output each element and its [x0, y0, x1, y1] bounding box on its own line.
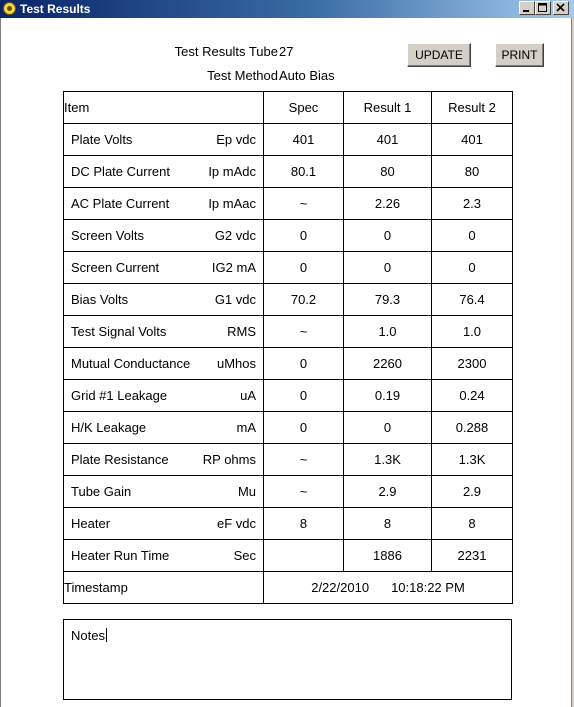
- window-border-left: [0, 18, 1, 707]
- spec-cell: 0: [264, 220, 344, 252]
- result-2-cell: 76.4: [432, 284, 513, 316]
- result-1-cell: 79.3: [344, 284, 432, 316]
- spec-cell: [264, 540, 344, 572]
- result-2-cell: 0: [432, 252, 513, 284]
- result-2-cell: 1.3K: [432, 444, 513, 476]
- item-name: DC Plate Current: [71, 164, 170, 179]
- item-name: Tube Gain: [71, 484, 132, 499]
- item-name: Plate Volts: [71, 132, 133, 147]
- spec-cell: ~: [264, 444, 344, 476]
- item-name: Screen Volts: [71, 228, 144, 243]
- result-2-cell: 2.9: [432, 476, 513, 508]
- spec-cell: 80.1: [264, 156, 344, 188]
- table-row: [64, 380, 513, 412]
- item-name: Test Signal Volts: [71, 324, 167, 339]
- notes-field[interactable]: [63, 619, 512, 700]
- item-name: Bias Volts: [71, 292, 129, 307]
- item-cell: [64, 188, 264, 220]
- table-header-row: [64, 92, 513, 124]
- timestamp-date: 2/22/2010: [311, 580, 370, 595]
- result-2-cell: 0: [432, 220, 513, 252]
- table-row: [64, 124, 513, 156]
- spec-cell: 8: [264, 508, 344, 540]
- item-name: Plate Resistance: [71, 452, 169, 467]
- spec-cell: 70.2: [264, 284, 344, 316]
- item-unit: Ip mAdc: [208, 164, 256, 179]
- spec-cell: 0: [264, 412, 344, 444]
- item-cell: [64, 380, 264, 412]
- table-row: [64, 188, 513, 220]
- notes-text-wrap: [71, 628, 107, 643]
- result-1-cell: 0: [344, 220, 432, 252]
- maximize-button[interactable]: [535, 1, 551, 15]
- tube-value: 27: [279, 44, 294, 59]
- item-unit: Ep vdc: [216, 132, 256, 147]
- result-1-cell: 0: [344, 412, 432, 444]
- minimize-button[interactable]: [519, 1, 535, 15]
- item-unit: eF vdc: [216, 516, 256, 531]
- timestamp-time: 10:18:22 PM: [391, 580, 465, 595]
- table-row: [64, 316, 513, 348]
- item-unit: G2 vdc: [214, 228, 256, 243]
- item-unit: Ip mAac: [208, 196, 256, 211]
- result-1-cell: 1886: [344, 540, 432, 572]
- table-row: [64, 220, 513, 252]
- close-button[interactable]: [553, 1, 569, 15]
- column-header-spec: Spec: [264, 92, 344, 124]
- table-row: [64, 348, 513, 380]
- item-name: Heater: [71, 516, 111, 531]
- spec-cell: ~: [264, 188, 344, 220]
- item-cell: [64, 220, 264, 252]
- spec-cell: 0: [264, 252, 344, 284]
- item-name: Grid #1 Leakage: [71, 388, 168, 403]
- text-caret: [106, 628, 107, 642]
- item-cell: [64, 444, 264, 476]
- result-1-cell: 8: [344, 508, 432, 540]
- spec-cell: ~: [264, 316, 344, 348]
- result-1-cell: 1.0: [344, 316, 432, 348]
- timestamp-value: [264, 572, 513, 604]
- item-unit: IG2 mA: [211, 260, 256, 275]
- timestamp-row: [64, 572, 513, 604]
- result-2-cell: 8: [432, 508, 513, 540]
- item-cell: [64, 412, 264, 444]
- item-unit: Sec: [233, 548, 256, 563]
- result-1-cell: 1.3K: [344, 444, 432, 476]
- table-row: [64, 412, 513, 444]
- item-cell: [64, 348, 264, 380]
- table-row: [64, 444, 513, 476]
- item-cell: [64, 156, 264, 188]
- item-cell: [64, 124, 264, 156]
- method-label: Test Method: [207, 68, 278, 83]
- result-2-cell: 0.288: [432, 412, 513, 444]
- item-unit: uA: [240, 388, 256, 403]
- table-row: [64, 156, 513, 188]
- item-cell: [64, 476, 264, 508]
- item-name: H/K Leakage: [71, 420, 147, 435]
- result-1-cell: 0: [344, 252, 432, 284]
- item-cell: [64, 284, 264, 316]
- maximize-icon: [538, 3, 548, 13]
- spec-cell: 0: [264, 348, 344, 380]
- item-unit: RP ohms: [202, 452, 256, 467]
- column-header-item: Item: [64, 92, 264, 124]
- item-unit: Mu: [237, 484, 256, 499]
- column-header-result-1: Result 1: [344, 92, 432, 124]
- table-row: [64, 508, 513, 540]
- result-2-cell: 401: [432, 124, 513, 156]
- item-cell: [64, 508, 264, 540]
- result-1-cell: 0.19: [344, 380, 432, 412]
- window-title: Test Results: [20, 2, 91, 16]
- result-2-cell: 2231: [432, 540, 513, 572]
- notes-text: Notes: [71, 628, 105, 643]
- result-2-cell: 0.24: [432, 380, 513, 412]
- update-button[interactable]: UPDATE: [407, 43, 471, 67]
- minimize-icon: [522, 3, 532, 13]
- app-icon: [3, 2, 16, 15]
- result-1-cell: 2.26: [344, 188, 432, 220]
- table-row: [64, 540, 513, 572]
- result-1-cell: 2.9: [344, 476, 432, 508]
- column-header-result-2: Result 2: [432, 92, 513, 124]
- timestamp-label: Timestamp: [64, 572, 264, 604]
- title-bar: [0, 0, 574, 18]
- table-row: [64, 476, 513, 508]
- result-1-cell: 401: [344, 124, 432, 156]
- result-1-cell: 2260: [344, 348, 432, 380]
- item-name: Mutual Conductance: [71, 356, 191, 371]
- close-icon: [556, 3, 566, 13]
- result-2-cell: 2300: [432, 348, 513, 380]
- item-unit: uMhos: [216, 356, 256, 371]
- item-cell: [64, 252, 264, 284]
- spec-cell: ~: [264, 476, 344, 508]
- results-table: [63, 91, 513, 604]
- table-row: [64, 252, 513, 284]
- spec-cell: 401: [264, 124, 344, 156]
- result-2-cell: 2.3: [432, 188, 513, 220]
- result-1-cell: 80: [344, 156, 432, 188]
- results-table-body: [64, 92, 513, 604]
- item-name: Heater Run Time: [71, 548, 170, 563]
- result-2-cell: 80: [432, 156, 513, 188]
- item-name: AC Plate Current: [71, 196, 170, 211]
- spec-cell: 0: [264, 380, 344, 412]
- result-2-cell: 1.0: [432, 316, 513, 348]
- item-unit: mA: [236, 420, 256, 435]
- item-unit: RMS: [227, 324, 256, 339]
- item-cell: [64, 540, 264, 572]
- tube-label: Test Results Tube: [174, 44, 278, 59]
- item-cell: [64, 316, 264, 348]
- item-name: Screen Current: [71, 260, 160, 275]
- item-unit: G1 vdc: [214, 292, 256, 307]
- method-value: Auto Bias: [279, 68, 335, 83]
- table-row: [64, 284, 513, 316]
- print-button[interactable]: PRINT: [495, 43, 544, 67]
